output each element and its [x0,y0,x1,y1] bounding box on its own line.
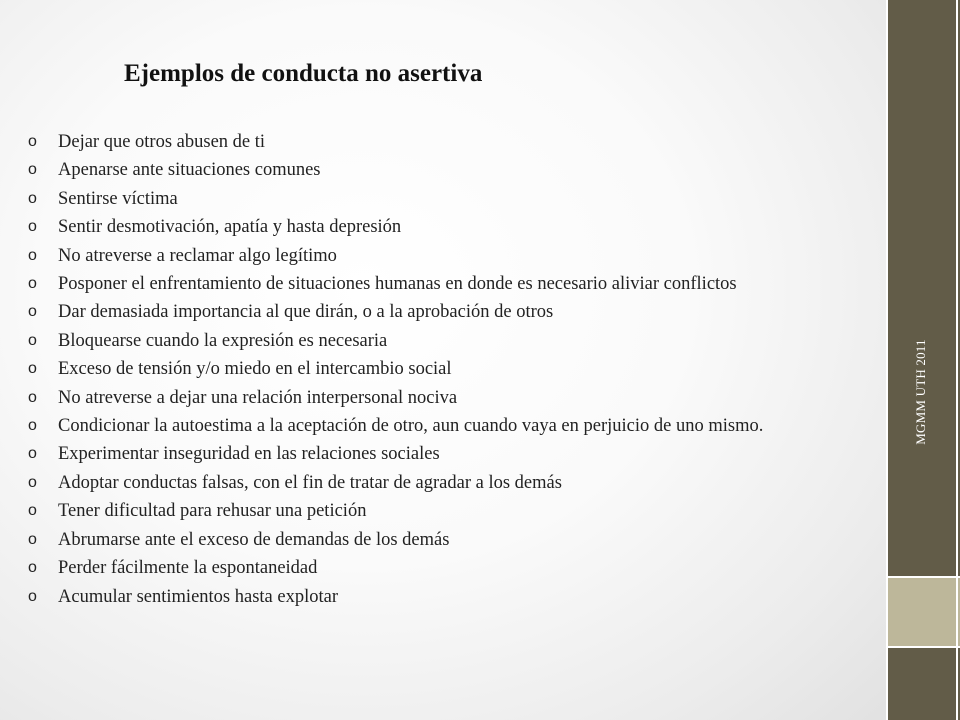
list-item [28,412,838,440]
list-item [28,270,838,298]
list-item [28,497,838,525]
list-item-text: Posponer el enfrentamiento de situaciones humanas en donde es necesario aliviar conflictos [58,274,737,295]
bullet-marker-icon: o [28,530,37,548]
slide-title: Ejemplos de conducta no asertiva [124,60,483,87]
bullet-marker-icon: o [28,303,37,321]
bullet-marker-icon: o [28,275,37,293]
list-item [28,327,838,355]
side-divider-line-bottom [888,646,960,648]
list-item-text: Sentirse víctima [58,188,178,209]
bullet-marker-icon: o [28,360,37,378]
list-item [28,355,838,383]
list-item [28,554,838,582]
list-item [28,298,838,326]
list-item [28,185,838,213]
bullet-marker-icon: o [28,417,37,435]
bullet-marker-icon: o [28,587,37,605]
list-item [28,242,838,270]
list-item-text: No atreverse a dejar una relación interpersonal nociva [58,387,458,408]
bullet-marker-icon: o [28,502,37,520]
side-divider-line-left [886,0,888,720]
list-item [28,469,838,497]
list-item-text: Tener dificultad para rehusar una petición [58,501,367,522]
list-item [28,440,838,468]
bullet-marker-icon: o [28,161,37,179]
list-item-text: Dejar que otros abusen de ti [58,132,266,152]
list-item [28,156,838,184]
list-item-text: Apenarse ante situaciones comunes [58,160,321,181]
bullet-list [28,128,838,611]
list-item-text: Abrumarse ante el exceso de demandas de los demás [58,529,450,550]
list-item-text: Experimentar inseguridad en las relaciones sociales [58,444,440,465]
list-item-text: Exceso de tensión y/o miedo en el intercambio social [58,359,452,380]
bullet-marker-icon: o [28,388,37,406]
bullet-marker-icon: o [28,189,37,207]
side-accent-block [888,578,960,648]
footer-text: MGMM UTH 2011 [913,339,928,445]
list-item-text: Sentir desmotivación, apatía y hasta depresión [58,217,402,238]
list-item [28,213,838,241]
list-item [28,384,838,412]
bullet-marker-icon: o [28,445,37,463]
list-item-text: No atreverse a reclamar algo legítimo [58,245,337,266]
list-item-text: Adoptar conductas falsas, con el fin de tratar de agradar a los demás [58,472,562,493]
list-item [28,583,838,611]
bullet-marker-icon: o [28,473,37,491]
side-divider-line-top [888,576,960,578]
list-item [28,526,838,554]
side-divider-line-right [956,0,958,720]
list-item-text: Condicionar la autoestima a la aceptación de otro, aun cuando vaya en perjuicio de uno mismo. [58,416,764,437]
bullet-marker-icon: o [28,331,37,349]
list-item [28,128,838,156]
side-bottom-block [888,648,960,720]
bullet-marker-icon: o [28,246,37,264]
list-item-text: Bloquearse cuando la expresión es necesaria [58,330,388,351]
list-item-text: Perder fácilmente la espontaneidad [58,558,318,579]
bullet-marker-icon: o [28,559,37,577]
list-item-text: Acumular sentimientos hasta explotar [58,586,338,607]
list-item-text: Dar demasiada importancia al que dirán, o a la aprobación de otros [58,302,554,323]
bullet-marker-icon: o [28,133,37,150]
bullet-marker-icon: o [28,218,37,236]
